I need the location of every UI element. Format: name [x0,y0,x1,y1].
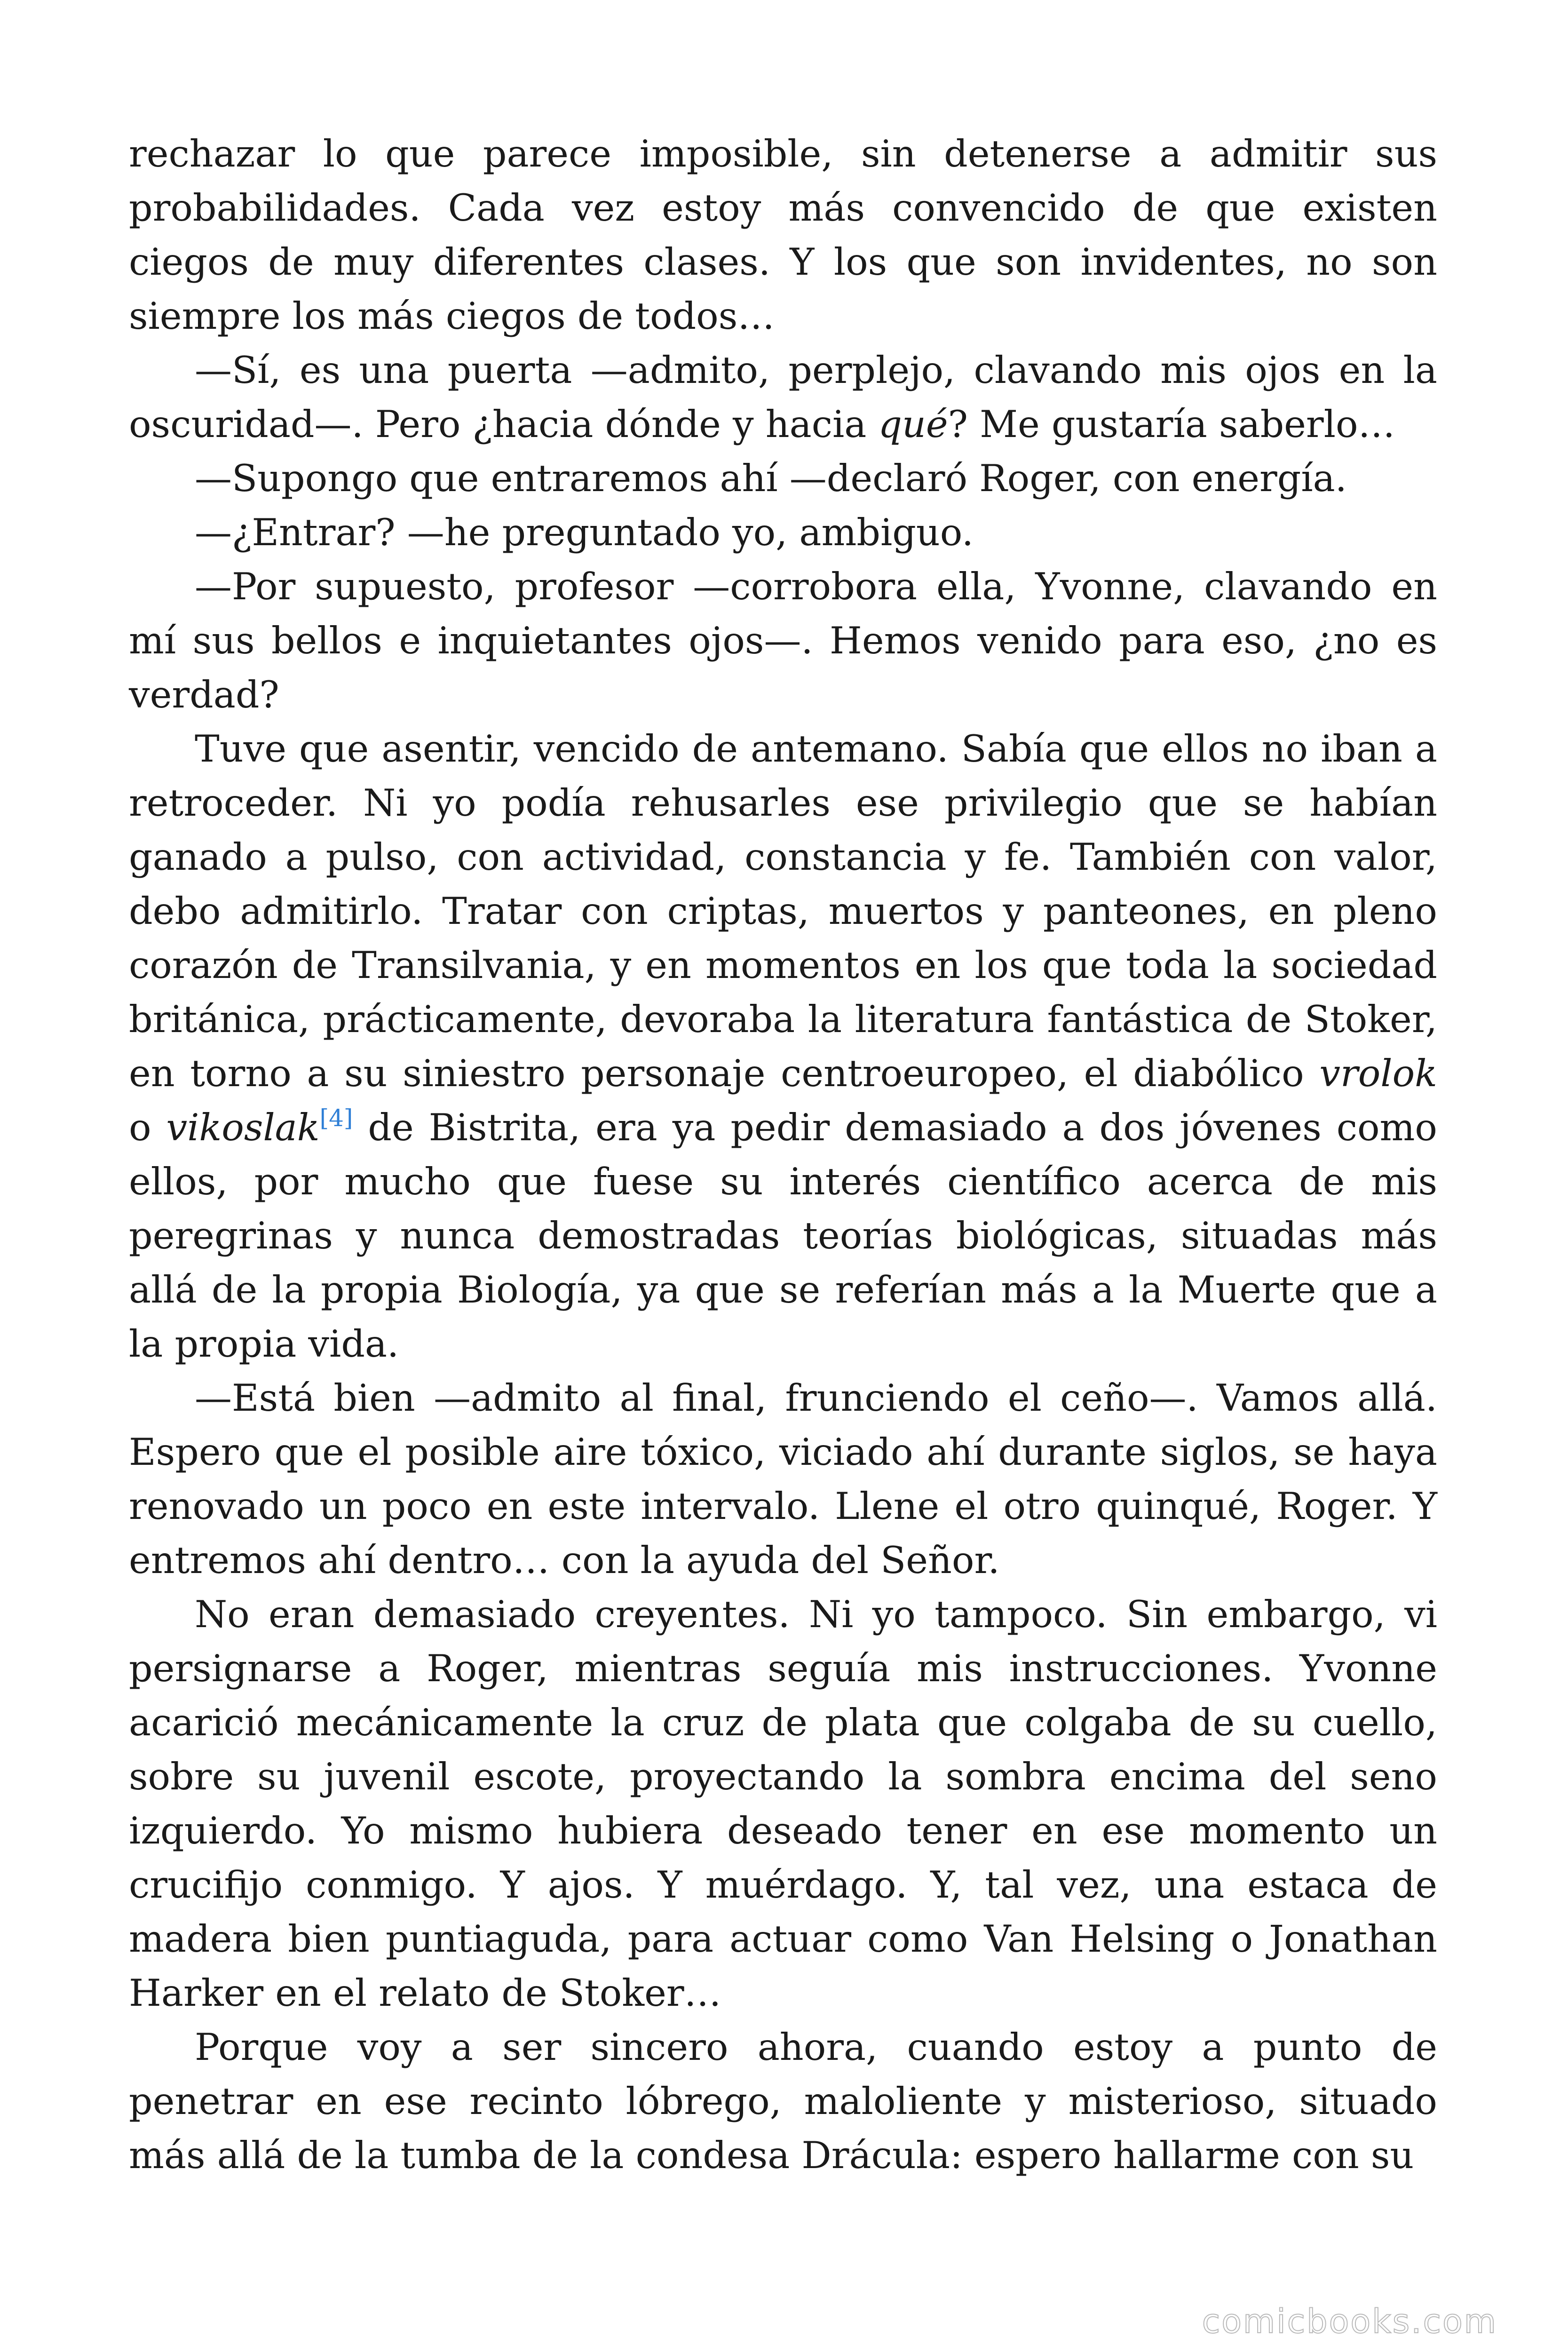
text-run: —Está bien —admito al final, frunciendo el ceño—. Vamos allá. Espero que el posible aire tóxico, viciado ahí durante siglos, se haya renovado un poco en este intervalo. Llene el otro quinqué, Roger. Y entremos ahí dentro… con la ayuda del Señor. [129,1376,1437,1582]
text-run: No eran demasiado creyentes. Ni yo tampoco. Sin embargo, vi persignarse a Roger, mientras seguía mis instrucciones. Yvonne acarició mecánicamente la cruz de plata que colgaba de su cuello, sobre su juvenil escote, proyectando la sombra encima del seno izquierdo. Yo mismo hubiera deseado tener en ese momento un crucifijo conmigo. Y ajos. Y muérdago. Y, tal vez, una estaca de madera bien puntiaguda, para actuar como Van Helsing o Jonathan Harker en el relato de Stoker… [129,1593,1437,2015]
paragraph-7 [129,1371,1437,1588]
italic-text: vikoslak [166,1106,320,1149]
paragraph-9 [129,2020,1437,2183]
paragraph-1 [129,127,1437,343]
text-run: de Bistrita, era ya pedir demasiado a dos jóvenes como ellos, por mucho que fuese su interés científico acerca de mis peregrinas y nunca demostradas teorías biológicas, situadas más allá de la propia Biología, ya que se referían más a la Muerte que a la propia vida. [129,1106,1437,1366]
paragraph-5 [129,560,1437,722]
italic-text: vrolok [1319,1052,1437,1095]
watermark-logo: comicbooks.com [1202,2302,1497,2341]
text-run: —Por supuesto, profesor —corrobora ella, Yvonne, clavando en mí sus bellos e inquietantes ojos—. Hemos venido para eso, ¿no es verdad? [129,565,1437,716]
text-run: ? Me gustaría saberlo… [948,403,1395,446]
footnote-ref-link[interactable]: [4] [319,1104,353,1132]
text-run: —Sí, es una puerta —admito, perplejo, clavando mis ojos en la oscuridad—. Pero ¿hacia dónde y hacia [129,349,1437,446]
paragraph-2 [129,343,1437,452]
text-run: o [129,1106,166,1149]
italic-text: qué [878,403,948,446]
text-run: rechazar lo que parece imposible, sin detenerse a admitir sus probabilidades. Cada vez estoy más convencido de que existen ciegos de muy diferentes clases. Y los que son invidentes, no son siempre los más ciegos de todos… [129,132,1437,338]
paragraph-8 [129,1588,1437,2020]
text-run: Porque voy a ser sincero ahora, cuando estoy a punto de penetrar en ese recinto lóbrego, maloliente y misterioso, situado más allá de la tumba de la condesa Drácula: espero hallarme con su [129,2026,1437,2177]
text-run: —¿Entrar? —he preguntado yo, ambiguo. [195,511,974,554]
paragraph-6 [129,722,1437,1371]
page-body [129,127,1437,2183]
text-run: —Supongo que entraremos ahí —declaró Roger, con energía. [195,457,1347,500]
text-run: Tuve que asentir, vencido de antemano. Sabía que ellos no iban a retroceder. Ni yo podía rehusarles ese privilegio que se habían ganado a pulso, con actividad, constancia y fe. También con valor, debo admitirlo. Tratar con criptas, muertos y panteones, en pleno corazón de Transilvania, y en momentos en los que toda la sociedad británica, prácticamente, devoraba la literatura fantástica de Stoker, en torno a su siniestro personaje centroeuropeo, el diabólico [129,727,1437,1095]
paragraph-3 [129,452,1437,506]
paragraph-4 [129,506,1437,560]
